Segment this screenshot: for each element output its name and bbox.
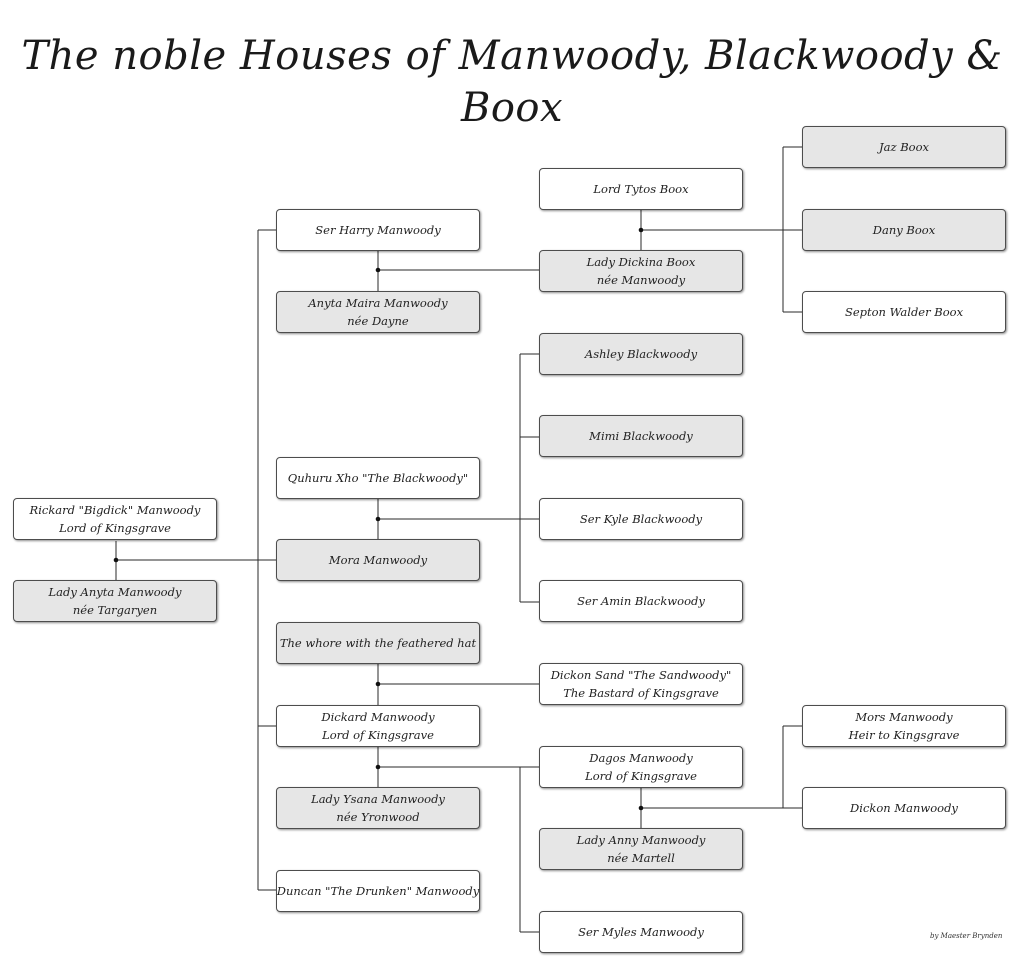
person-lady-anyta-targaryen[interactable] (13, 580, 217, 622)
person-title: Heir to Kingsgrave (848, 728, 960, 742)
person-dickon-manwoody[interactable] (802, 787, 1006, 829)
person-title: née Dayne (347, 314, 409, 328)
person-name: Dany Boox (872, 223, 936, 237)
person-name: Lord Tytos Boox (593, 182, 689, 196)
person-title: The Bastard of Kingsgrave (563, 686, 719, 700)
person-dickard-manwoody[interactable] (276, 705, 480, 747)
person-name: The whore with the feathered hat (279, 636, 477, 650)
person-rickard-manwoody[interactable] (13, 498, 217, 540)
person-name: Septon Walder Boox (844, 305, 964, 319)
person-name: Jaz Boox (879, 140, 929, 154)
person-name: Dickon Sand "The Sandwoody" (550, 668, 732, 682)
person-name: Quhuru Xho "The Blackwoody" (287, 471, 469, 485)
person-name: Dagos Manwoody (589, 751, 693, 765)
person-amin-blackwoody[interactable] (539, 580, 743, 622)
person-name: Dickon Manwoody (850, 801, 958, 815)
person-title: Lord of Kingsgrave (59, 521, 171, 535)
person-name: Ser Amin Blackwoody (577, 594, 705, 608)
person-dagos-manwoody[interactable] (539, 746, 743, 788)
signature: by Maester Brynden (930, 932, 1003, 940)
person-title: née Targaryen (72, 603, 158, 617)
person-title: Lord of Kingsgrave (322, 728, 434, 742)
person-dany-boox[interactable] (802, 209, 1006, 251)
person-title: née Martell (607, 851, 675, 865)
person-name: Mora Manwoody (328, 553, 428, 567)
person-title: née Yronwood (336, 810, 420, 824)
person-name: Dickard Manwoody (321, 710, 435, 724)
person-harry-manwoody[interactable] (276, 209, 480, 251)
page-title: The noble Houses of Manwoody, Blackwoody & Boox (21, 33, 1003, 131)
person-name: Mimi Blackwoody (589, 429, 693, 443)
person-lady-ysana-yronwood[interactable] (276, 787, 480, 829)
person-name: Rickard "Bigdick" Manwoody (29, 503, 201, 517)
person-walder-boox[interactable] (802, 291, 1006, 333)
person-lady-anny-martell[interactable] (539, 828, 743, 870)
person-name: Lady Anny Manwoody (576, 833, 706, 847)
person-lady-dickina-boox[interactable] (539, 250, 743, 292)
person-jaz-boox[interactable] (802, 126, 1006, 168)
person-mors-manwoody[interactable] (802, 705, 1006, 747)
person-title: née Manwoody (596, 273, 686, 287)
person-name: Mors Manwoody (855, 710, 953, 724)
person-lord-tytos-boox[interactable] (539, 168, 743, 210)
person-mora-manwoody[interactable] (276, 539, 480, 581)
person-name: Ashley Blackwoody (584, 347, 698, 361)
person-title: Lord of Kingsgrave (585, 769, 697, 783)
person-name: Anyta Maira Manwoody (308, 296, 448, 310)
person-ashley-blackwoody[interactable] (539, 333, 743, 375)
person-quhuru-xho[interactable] (276, 457, 480, 499)
person-kyle-blackwoody[interactable] (539, 498, 743, 540)
person-mimi-blackwoody[interactable] (539, 415, 743, 457)
person-name: Lady Ysana Manwoody (311, 792, 445, 806)
person-whore-feathered-hat[interactable] (276, 622, 480, 664)
person-name: Lady Dickina Boox (586, 255, 696, 269)
person-anyta-maira-dayne[interactable] (276, 291, 480, 333)
person-duncan-manwoody[interactable] (276, 870, 480, 912)
person-name: Duncan "The Drunken" Manwoody (276, 884, 480, 898)
person-name: Ser Myles Manwoody (578, 925, 704, 939)
person-dickon-sand[interactable] (539, 663, 743, 705)
person-name: Ser Harry Manwoody (315, 223, 441, 237)
person-myles-manwoody[interactable] (539, 911, 743, 953)
person-name: Ser Kyle Blackwoody (579, 512, 703, 526)
person-name: Lady Anyta Manwoody (48, 585, 182, 599)
